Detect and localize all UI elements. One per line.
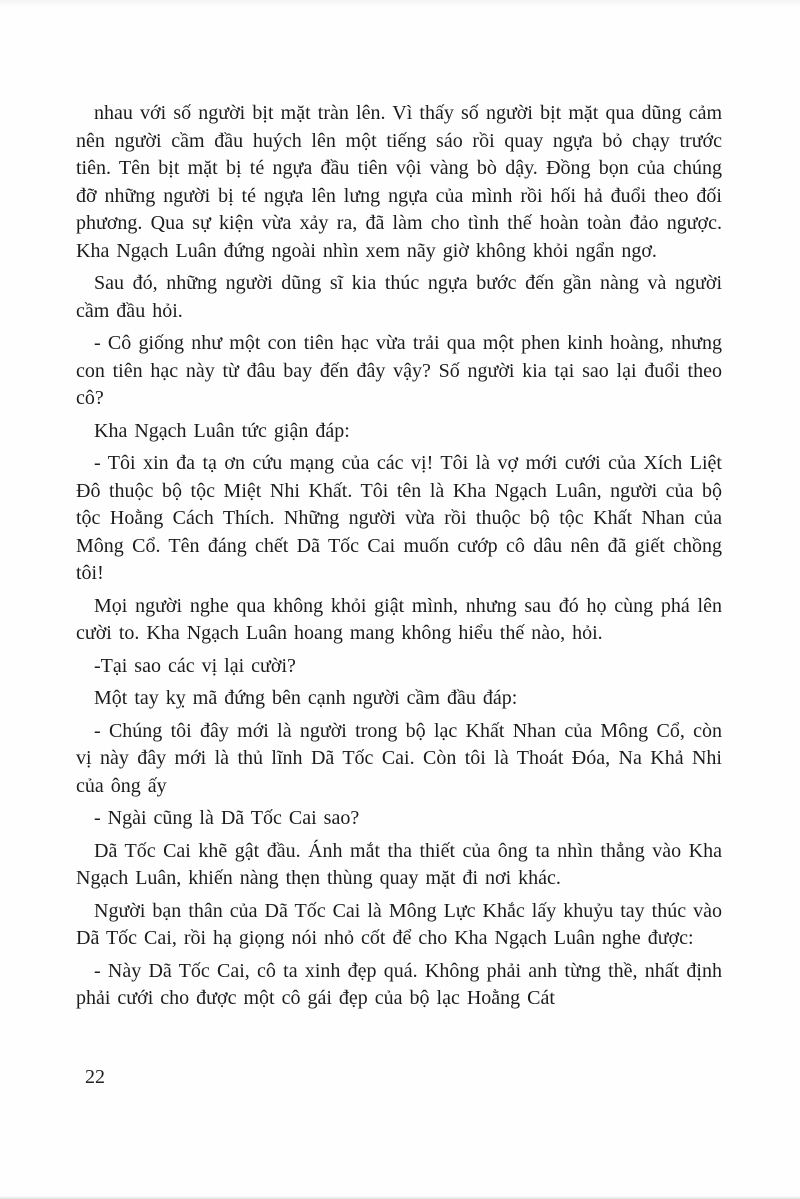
paragraph: - Chúng tôi đây mới là người trong bộ lạc Khất Nhan của Mông Cổ, còn vị này đây mới là thủ lĩnh Dã Tốc Cai. Còn tôi là Thoát Đóa, Na Khả Nhi của ông ấy (76, 719, 722, 797)
paragraph: Dã Tốc Cai khẽ gật đầu. Ánh mắt tha thiết của ông ta nhìn thẳng vào Kha Ngạch Luân, khiến nàng thẹn thùng quay mặt đi nơi khác. (76, 839, 722, 889)
paragraph: Sau đó, những người dũng sĩ kia thúc ngựa bước đến gần nàng và người cầm đầu hỏi. (76, 272, 722, 322)
paragraph: - Này Dã Tốc Cai, cô ta xinh đẹp quá. Không phải anh từng thề, nhất định phải cưới cho được một cô gái đẹp của bộ lạc Hoằng Cát (76, 959, 722, 1009)
paragraph: Người bạn thân của Dã Tốc Cai là Mông Lực Khắc lấy khuỷu tay thúc vào Dã Tốc Cai, rồi hạ giọng nói nhỏ cốt để cho Kha Ngạch Luân nghe được: (76, 899, 722, 949)
paragraph: nhau với số người bịt mặt tràn lên. Vì thấy số người bịt mặt qua dũng cảm nên người cầm đầu huých lên một tiếng sáo rồi quay ngựa bỏ chạy trước tiên. Tên bịt mặt bị té ngựa đầu tiên vội vàng bò dậy. Đồng bọn của chúng đỡ những người bị té ngựa lên lưng ngựa của mình rồi hối hả đuổi theo đối phương. Qua sự kiện vừa xảy ra, đã làm cho tình thế hoàn toàn đảo ngược. Kha Ngạch Luân đứng ngoài nhìn xem nãy giờ không khỏi ngẩn ngơ. (76, 102, 722, 262)
paragraph: Kha Ngạch Luân tức giận đáp: (94, 419, 350, 442)
paragraph: Một tay kỵ mã đứng bên cạnh người cầm đầu đáp: (94, 687, 518, 709)
page-text-block (76, 100, 722, 1018)
paragraph: - Ngài cũng là Dã Tốc Cai sao? (94, 807, 360, 829)
paragraph: - Tôi xin đa tạ ơn cứu mạng của các vị! Tôi là vợ mới cưới của Xích Liệt Đô thuộc bộ tộc Miệt Nhi Khất. Tôi tên là Kha Ngạch Luân, người của bộ tộc Hoằng Cách Thích. Những người vừa rồi thuộc bộ tộc Khất Nhan của Mông Cổ. Tên đáng chết Dã Tốc Cai muốn cướp cô dâu nên đã giết chồng tôi! (76, 452, 722, 584)
paragraph: -Tại sao các vị lại cười? (94, 654, 296, 677)
scan-edge-top (0, 0, 800, 7)
paragraph: - Cô giống như một con tiên hạc vừa trải qua một phen kinh hoàng, nhưng con tiên hạc này từ đâu bay đến đây vậy? Số người kia tại sao lại đuổi theo cô? (76, 332, 722, 409)
paragraph: Mọi người nghe qua không khỏi giật mình, nhưng sau đó họ cùng phá lên cười to. Kha Ngạch Luân hoang mang không hiểu thế nào, hỏi. (76, 594, 722, 644)
page-number: 22 (85, 1066, 105, 1088)
